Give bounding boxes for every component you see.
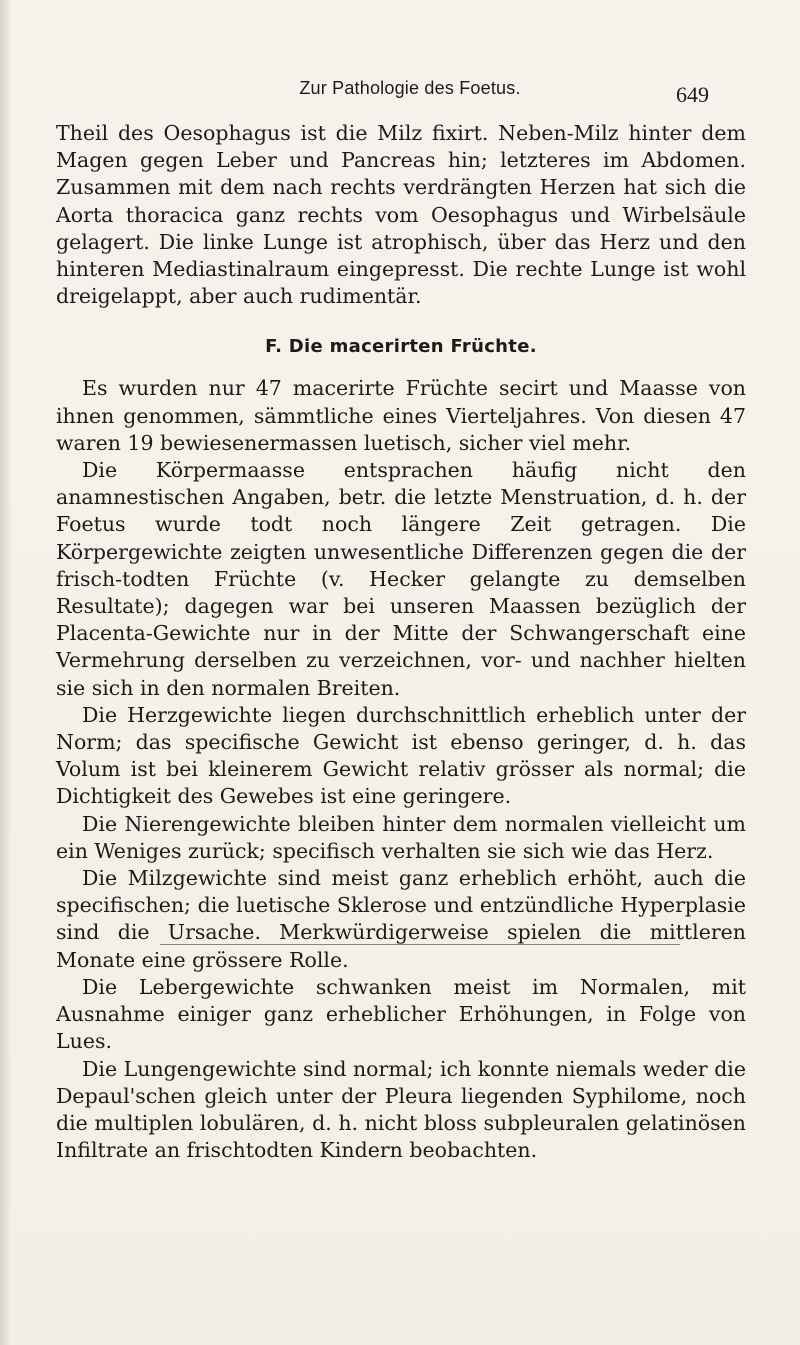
page-header [0,64,800,107]
paragraph: Die Körpermaasse entsprachen häufig nicht den anamnestischen Angaben, betr. die letzte Menstruation, d. h. der Foetus wurde todt noch längere Zeit getragen. Die Körpergewichte zeigten unwesentliche Differenzen gegen die der frisch-todten Früchte (v. Hecker gelangte zu demselben Resultate); dagegen war bei unseren Maassen bezüglich der Placenta-Gewichte nur in der Mitte der Schwangerschaft eine Vermehrung derselben zu verzeichnen, vor- und nachher hielten sie sich in den normalen Breiten. [56,458,746,700]
page-gutter-shadow [0,0,12,1345]
paragraph: Es wurden nur 47 macerirte Früchte secirt und Maasse von ihnen genommen, sämmtliche eines Vierteljahres. Von diesen 47 waren 19 bewiesenermassen luetisch, sicher viel mehr. [56,376,746,455]
body-text [56,120,746,1164]
end-rule [160,944,680,945]
paragraph: Die Herzgewichte liegen durchschnittlich erheblich unter der Norm; das specifische Gewicht ist ebenso geringer, d. h. das Volum ist bei kleinerem Gewicht relativ grösser als normal; die Dichtigkeit des Gewebes ist eine geringere. [56,702,746,809]
paragraph: Die Lebergewichte schwanken meist im Normalen, mit Ausnahme einiger ganz erheblicher Erhöhungen, in Folge von Lues. [56,974,746,1054]
running-head: Zur Pathologie des Foetus. [299,78,521,98]
section-heading: F. Die macerirten Früchte. [265,336,537,358]
paragraph-continuation: Theil des Oesophagus ist die Milz fixirt. Neben-Milz hinter dem Magen gegen Leber und Pancreas hin; letzteres im Abdomen. Zusammen mit dem nach rechts verdrängten Herzen hat sich die Aorta thoracica ganz rechts vom Oesophagus und Wirbelsäule gelagert. Die linke Lunge ist atrophisch, über das Herz und den hinteren Mediastinalraum eingepresst. Die rechte Lunge ist wohl dreigelappt, aber auch rudimentär. [56,121,746,309]
paragraph: Die Nierengewichte bleiben hinter dem normalen vielleicht um ein Weniges zurück; specifisch verhalten sie sich wie das Herz. [56,811,746,863]
page-number: 649 [676,82,709,107]
paragraph: Die Milzgewichte sind meist ganz erheblich erhöht, auch die specifischen; die luetische Sklerose und entzündliche Hyperplasie sind die Ursache. Merkwürdigerweise spielen die mittleren Monate eine grössere Rolle. [56,866,746,972]
paragraph: Die Lungengewichte sind normal; ich konnte niemals weder die Depaul'schen gleich unter der Pleura liegenden Syphilome, noch die multiplen lobulären, d. h. nicht bloss subpleuralen gelatinösen Infiltrate an frischtodten Kindern beobachten. [56,1056,746,1163]
